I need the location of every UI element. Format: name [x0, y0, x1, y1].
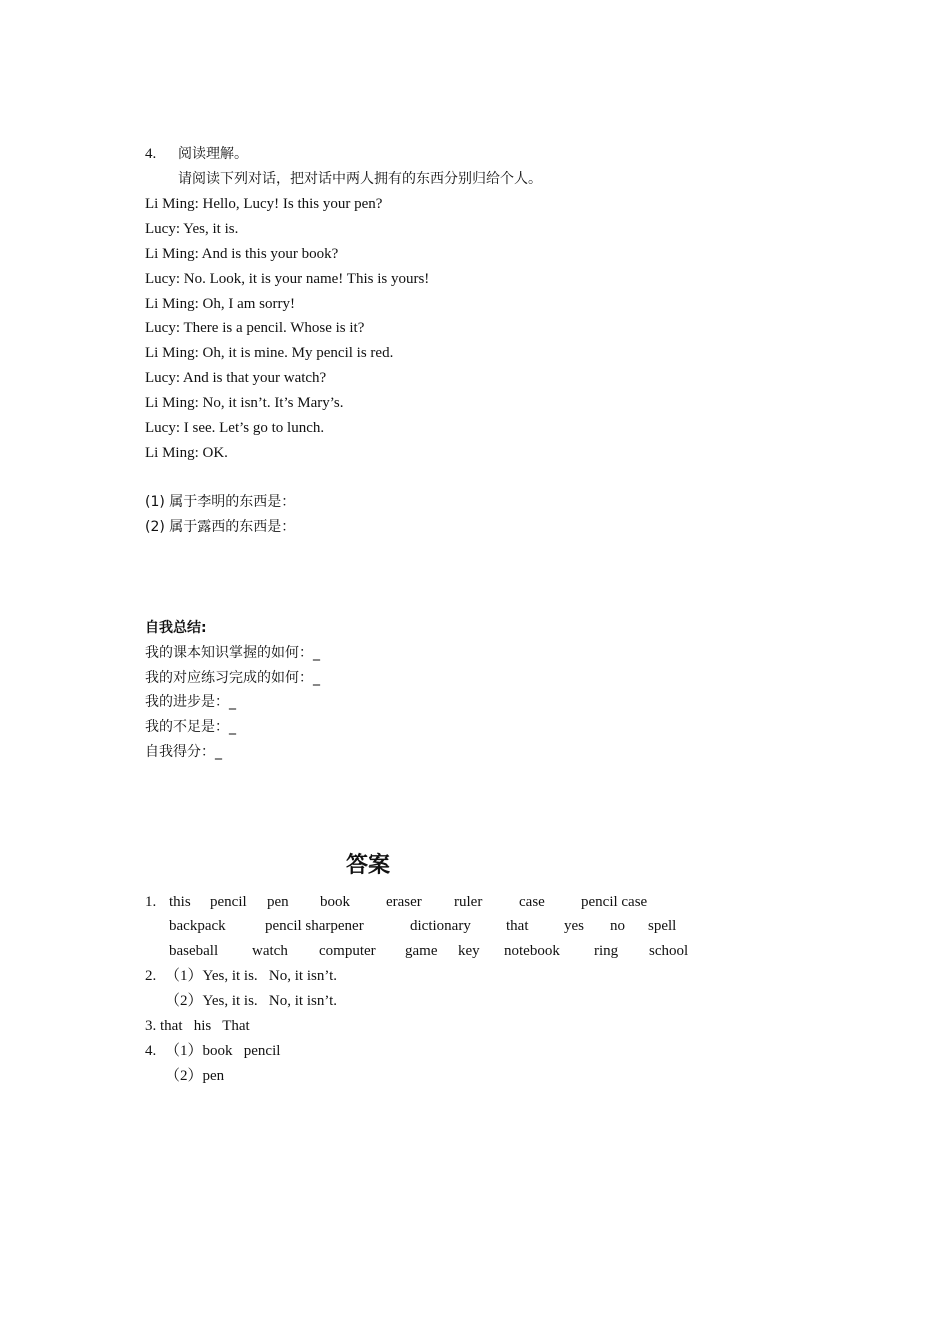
answer-word: spell	[648, 918, 677, 934]
dialogue-line: Li Ming: No, it isn’t. It’s Mary’s.	[145, 395, 344, 411]
answer-3-line: 3. that his That	[145, 1018, 250, 1034]
answer-4-line: （2）pen	[165, 1068, 225, 1084]
summary-item: 我的不足是：_	[145, 719, 236, 735]
dialogue-line: Li Ming: Oh, it is mine. My pencil is red.	[145, 345, 394, 361]
dialogue-line: Lucy: I see. Let’s go to lunch.	[145, 420, 325, 436]
answers-title: 答案	[345, 853, 390, 878]
dialogue-line: Lucy: And is that your watch?	[145, 370, 327, 386]
answer-word: ruler	[454, 894, 483, 910]
answer-word: pen	[267, 894, 289, 910]
answer-word: no	[610, 918, 625, 934]
answer-word: case	[519, 894, 545, 910]
dialogue-line: Li Ming: And is this your book?	[145, 246, 339, 262]
q4-number: 4.	[145, 146, 157, 162]
answer-word: baseball	[169, 943, 219, 959]
answer-word: computer	[319, 943, 376, 959]
q4-instruction: 请阅读下列对话，把对话中两人拥有的东西分别归给个人。	[178, 171, 542, 187]
q4-question-2: (2) 属于露西的东西是：	[145, 519, 296, 535]
answer-word: game	[405, 943, 438, 959]
summary-item: 我的对应练习完成的如何：_	[145, 670, 320, 686]
answer-word: book	[320, 894, 350, 910]
summary-item: 我的课本知识掌握的如何：_	[145, 645, 320, 661]
answer-4-number: 4.	[145, 1043, 157, 1059]
dialogue-line: Lucy: Yes, it is.	[145, 221, 239, 237]
answer-word: watch	[252, 943, 288, 959]
summary-item: 我的进步是：_	[145, 694, 236, 710]
dialogue-line: Lucy: There is a pencil. Whose is it?	[145, 320, 365, 336]
q4-heading: 阅读理解。	[178, 146, 248, 162]
answer-word: key	[458, 943, 480, 959]
answer-word: backpack	[169, 918, 226, 934]
answer-word: dictionary	[410, 918, 471, 934]
dialogue-line: Li Ming: Hello, Lucy! Is this your pen?	[145, 196, 383, 212]
answer-word: yes	[564, 918, 584, 934]
answer-2-line: （2）Yes, it is. No, it isn’t.	[165, 993, 337, 1009]
answer-word: pencil case	[581, 894, 648, 910]
q4-question-1: (1) 属于李明的东西是：	[145, 494, 296, 510]
summary-title: 自我总结:	[145, 620, 207, 636]
dialogue-line: Li Ming: Oh, I am sorry!	[145, 296, 295, 312]
answer-word: pencil	[210, 894, 247, 910]
answer-1-number: 1.	[145, 894, 157, 910]
answer-word: school	[649, 943, 689, 959]
answer-word: ring	[594, 943, 619, 959]
answer-word: eraser	[386, 894, 422, 910]
answer-word: that	[506, 918, 529, 934]
answer-word: this	[169, 894, 191, 910]
dialogue-line: Li Ming: OK.	[145, 445, 228, 461]
answer-2-number: 2.	[145, 968, 157, 984]
answer-word: pencil sharpener	[265, 918, 364, 934]
answer-word: notebook	[504, 943, 560, 959]
summary-item: 自我得分：_	[145, 744, 222, 760]
answer-4-line: （1）book pencil	[165, 1043, 281, 1059]
answer-2-line: （1）Yes, it is. No, it isn’t.	[165, 968, 337, 984]
dialogue-line: Lucy: No. Look, it is your name! This is yours!	[145, 271, 430, 287]
